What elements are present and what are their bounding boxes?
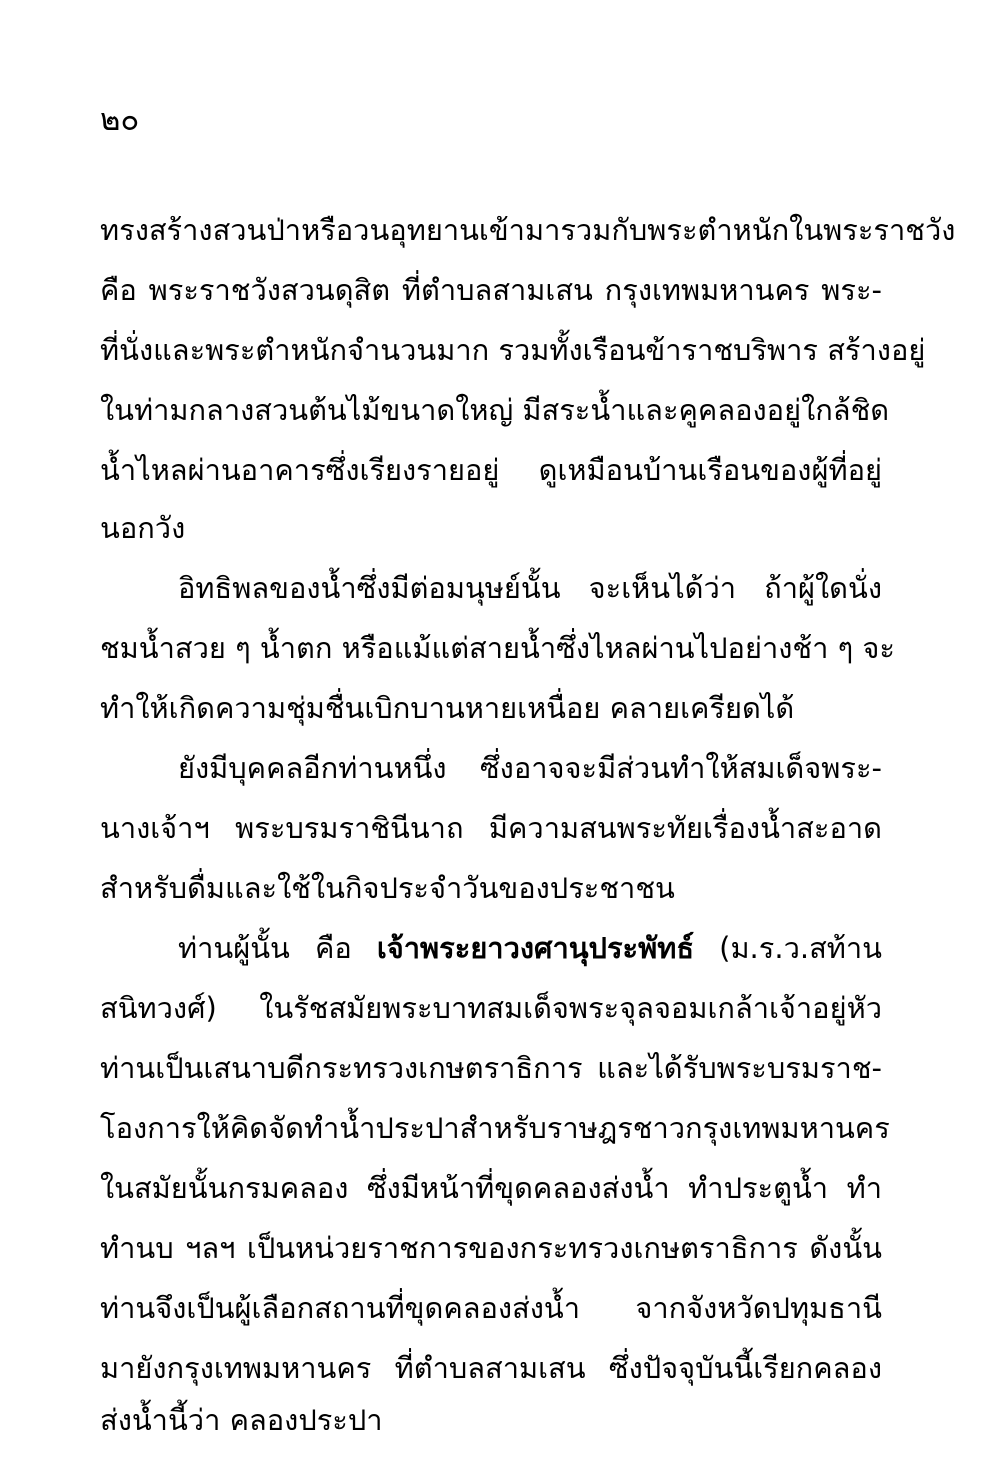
text-line: ทรงสร้างสวนป่าหรือวนอุทยานเข้ามารวมกับพระตำหนักในพระราชวัง <box>100 213 956 247</box>
text-line: สนิทวงศ์) ในรัชสมัยพระบาทสมเด็จพระจุลจอมเกล้าเจ้าอยู่หัว <box>100 991 882 1025</box>
text-line: โองการให้คิดจัดทำน้ำประปาสำหรับราษฎรชาวกรุงเทพมหานคร <box>100 1111 890 1145</box>
paragraph-first-line: อิทธิพลของน้ำซึ่งมีต่อมนุษย์นั้น จะเห็นได้ว่า ถ้าผู้ใดนั่ง <box>178 571 882 605</box>
text-line: ท่านจึงเป็นผู้เลือกสถานที่ขุดคลองส่งน้ำ จากจังหวัดปทุมธานี <box>100 1291 882 1325</box>
text-line: มายังกรุงเทพมหานคร ที่ตำบลสามเสน ซึ่งปัจจุบันนี้เรียกคลอง <box>100 1351 882 1385</box>
paragraph-first-line <box>100 923 882 973</box>
text-line: ในสมัยนั้นกรมคลอง ซึ่งมีหน้าที่ขุดคลองส่งน้ำ ทำประตูน้ำ ทำ <box>100 1171 882 1205</box>
text-line: ที่นั่งและพระตำหนักจำนวนมาก รวมทั้งเรือนข้าราชบริพาร สร้างอยู่ <box>100 333 926 367</box>
page-number: ๒๐ <box>100 102 140 138</box>
line-text: ท่านผู้นั้น คือ <box>178 931 377 965</box>
text-line: ในท่ามกลางสวนต้นไม้ขนาดใหญ่ มีสระน้ำและคูคลองอยู่ใกล้ชิด <box>100 393 890 427</box>
person-name: เจ้าพระยาวงศานุประพัทธ์ <box>376 931 695 965</box>
text-line: น้ำไหลผ่านอาคารซึ่งเรียงรายอยู่ ดูเหมือนบ้านเรือนของผู้ที่อยู่ <box>100 453 882 487</box>
text-line: ทำให้เกิดความชุ่มชื่นเบิกบานหายเหนื่อย คลายเครียดได้ <box>100 691 795 725</box>
text-line: ส่งน้ำนี้ว่า คลองประปา <box>100 1403 383 1437</box>
text-line: ทำนบ ฯลฯ เป็นหน่วยราชการของกระทรวงเกษตราธิการ ดังนั้น <box>100 1231 882 1265</box>
paragraph-first-line: ยังมีบุคคลอีกท่านหนึ่ง ซึ่งอาจจะมีส่วนทำให้สมเด็จพระ- <box>178 751 882 785</box>
text-line: นางเจ้าฯ พระบรมราชินีนาถ มีความสนพระทัยเรื่องน้ำสะอาด <box>100 811 882 845</box>
text-line: คือ พระราชวังสวนดุสิต ที่ตำบลสามเสน กรุงเทพมหานคร พระ- <box>100 273 882 307</box>
text-line: ชมน้ำสวย ๆ น้ำตก หรือแม้แต่สายน้ำซึ่งไหลผ่านไปอย่างช้า ๆ จะ <box>100 631 895 665</box>
text-line: สำหรับดื่มและใช้ในกิจประจำวันของประชาชน <box>100 871 675 905</box>
text-line: ท่านเป็นเสนาบดีกระทรวงเกษตราธิการ และได้รับพระบรมราช- <box>100 1051 882 1085</box>
line-text: (ม.ร.ว.สท้าน <box>694 931 882 965</box>
text-line: นอกวัง <box>100 511 186 545</box>
